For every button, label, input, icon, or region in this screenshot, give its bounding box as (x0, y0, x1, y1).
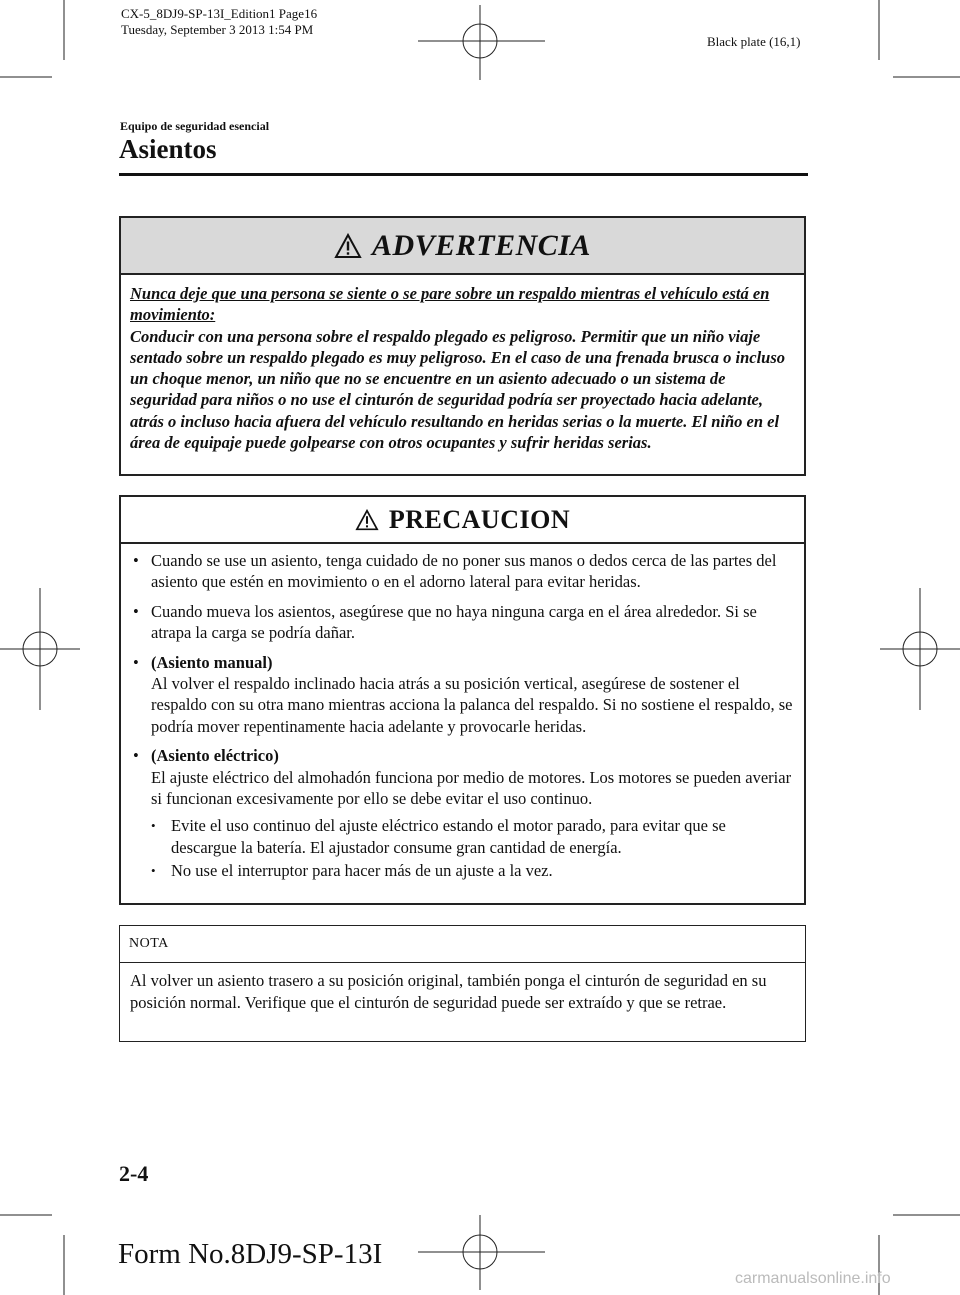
warning-body (121, 275, 804, 453)
page-title: Asientos (119, 134, 217, 164)
caution-item-heading: (Asiento eléctrico) (151, 746, 279, 766)
title-divider (119, 173, 808, 176)
caution-title: PRECAUCION (388, 504, 571, 534)
section-label: Equipo de seguridad esencial (120, 119, 270, 133)
warning-box (119, 216, 806, 476)
caution-item-text: Cuando se use un asiento, tenga cuidado de no poner sus manos o dedos cerca de las partes del asiento que estén en movimiento o en el adorno lateral para evitar heridas. (151, 551, 777, 592)
plate-label: Black plate (16,1) (707, 34, 801, 49)
caution-item-text: Al volver el respaldo inclinado hacia atrás a su posición vertical, asegúrese de sostener el respaldo con su otra mano mientras acciona la palanca del respaldo. Si no sostiene el respaldo, se podría mover repentinamente hacia adelante y provocarle heridas. (151, 674, 793, 736)
caution-sub-item (133, 860, 794, 881)
caution-item-text: Cuando mueva los asientos, asegúrese que no haya ninguna carga en el área alrededor. Si se atrapa la carga se podría dañar. (151, 601, 757, 643)
note-box (119, 925, 806, 1042)
caution-sub-item-text: No use el interruptor para hacer más de un ajuste a la vez. (171, 861, 553, 881)
bullet-icon: • (133, 601, 139, 621)
warning-text: Conducir con una persona sobre el respaldo plegado es peligroso. Permitir que un niño viaje sentado sobre un respaldo plegado es muy peligroso. En el caso de una frenada brusca o incluso un choque menor, un niño que no se encuentre en un asiento adecuado o un sistema de seguridad para niños o no use el cinturón de seguridad podría ser proyectado hacia adelante, atrás o incluso hacia afuera del vehículo resultando en heridas serias o la muerte. El niño en el área de equipaje puede golpearse con otros ocupantes y sufrir heridas serias. (130, 326, 786, 453)
watermark-text: carmanualsonline.info (735, 1270, 891, 1287)
sub-bullet-icon: • (151, 863, 156, 879)
caution-item (133, 745, 794, 809)
warning-header (121, 218, 804, 275)
note-body: Al volver un asiento trasero a su posición original, también ponga el cinturón de seguridad en su posición normal. Verifique que el cinturón de seguridad puede ser extraído y que se retrae. (130, 971, 767, 1012)
page-number: 2-4 (119, 1161, 149, 1186)
caution-box (119, 495, 806, 905)
caution-header (121, 497, 804, 544)
form-number: Form No.8DJ9-SP-13I (118, 1238, 383, 1270)
bullet-icon: • (133, 652, 139, 672)
bullet-icon: • (133, 551, 139, 570)
bullet-icon: • (133, 746, 139, 766)
date-line: Tuesday, September 3 2013 1:54 PM (121, 22, 314, 37)
caution-triangle-icon (355, 509, 379, 531)
caution-item (133, 550, 794, 593)
warning-title: ADVERTENCIA (372, 228, 591, 262)
sub-bullet-icon: • (151, 818, 156, 834)
caution-item (133, 652, 794, 738)
caution-item (133, 601, 794, 644)
note-header: NOTA (120, 926, 805, 963)
caution-sub-item-text: Evite el uso continuo del ajuste eléctrico estando el motor parado, para evitar que se descargue la batería. El ajustador consume gran cantidad de energía. (171, 816, 726, 857)
caution-sub-item (133, 815, 794, 858)
caution-body (121, 544, 804, 882)
file-line: CX-5_8DJ9-SP-13I_Edition1 Page16 (121, 6, 318, 21)
caution-item-text: El ajuste eléctrico del almohadón funciona por medio de motores. Los motores se pueden averiar si funcionan excesivamente por ello se debe evitar el uso continuo. (151, 767, 792, 809)
caution-item-heading: (Asiento manual) (151, 652, 273, 672)
warning-triangle-icon (334, 233, 362, 259)
warning-lead: Nunca deje que una persona se siente o se pare sobre un respaldo mientras el vehículo está en movimiento: (130, 284, 770, 325)
